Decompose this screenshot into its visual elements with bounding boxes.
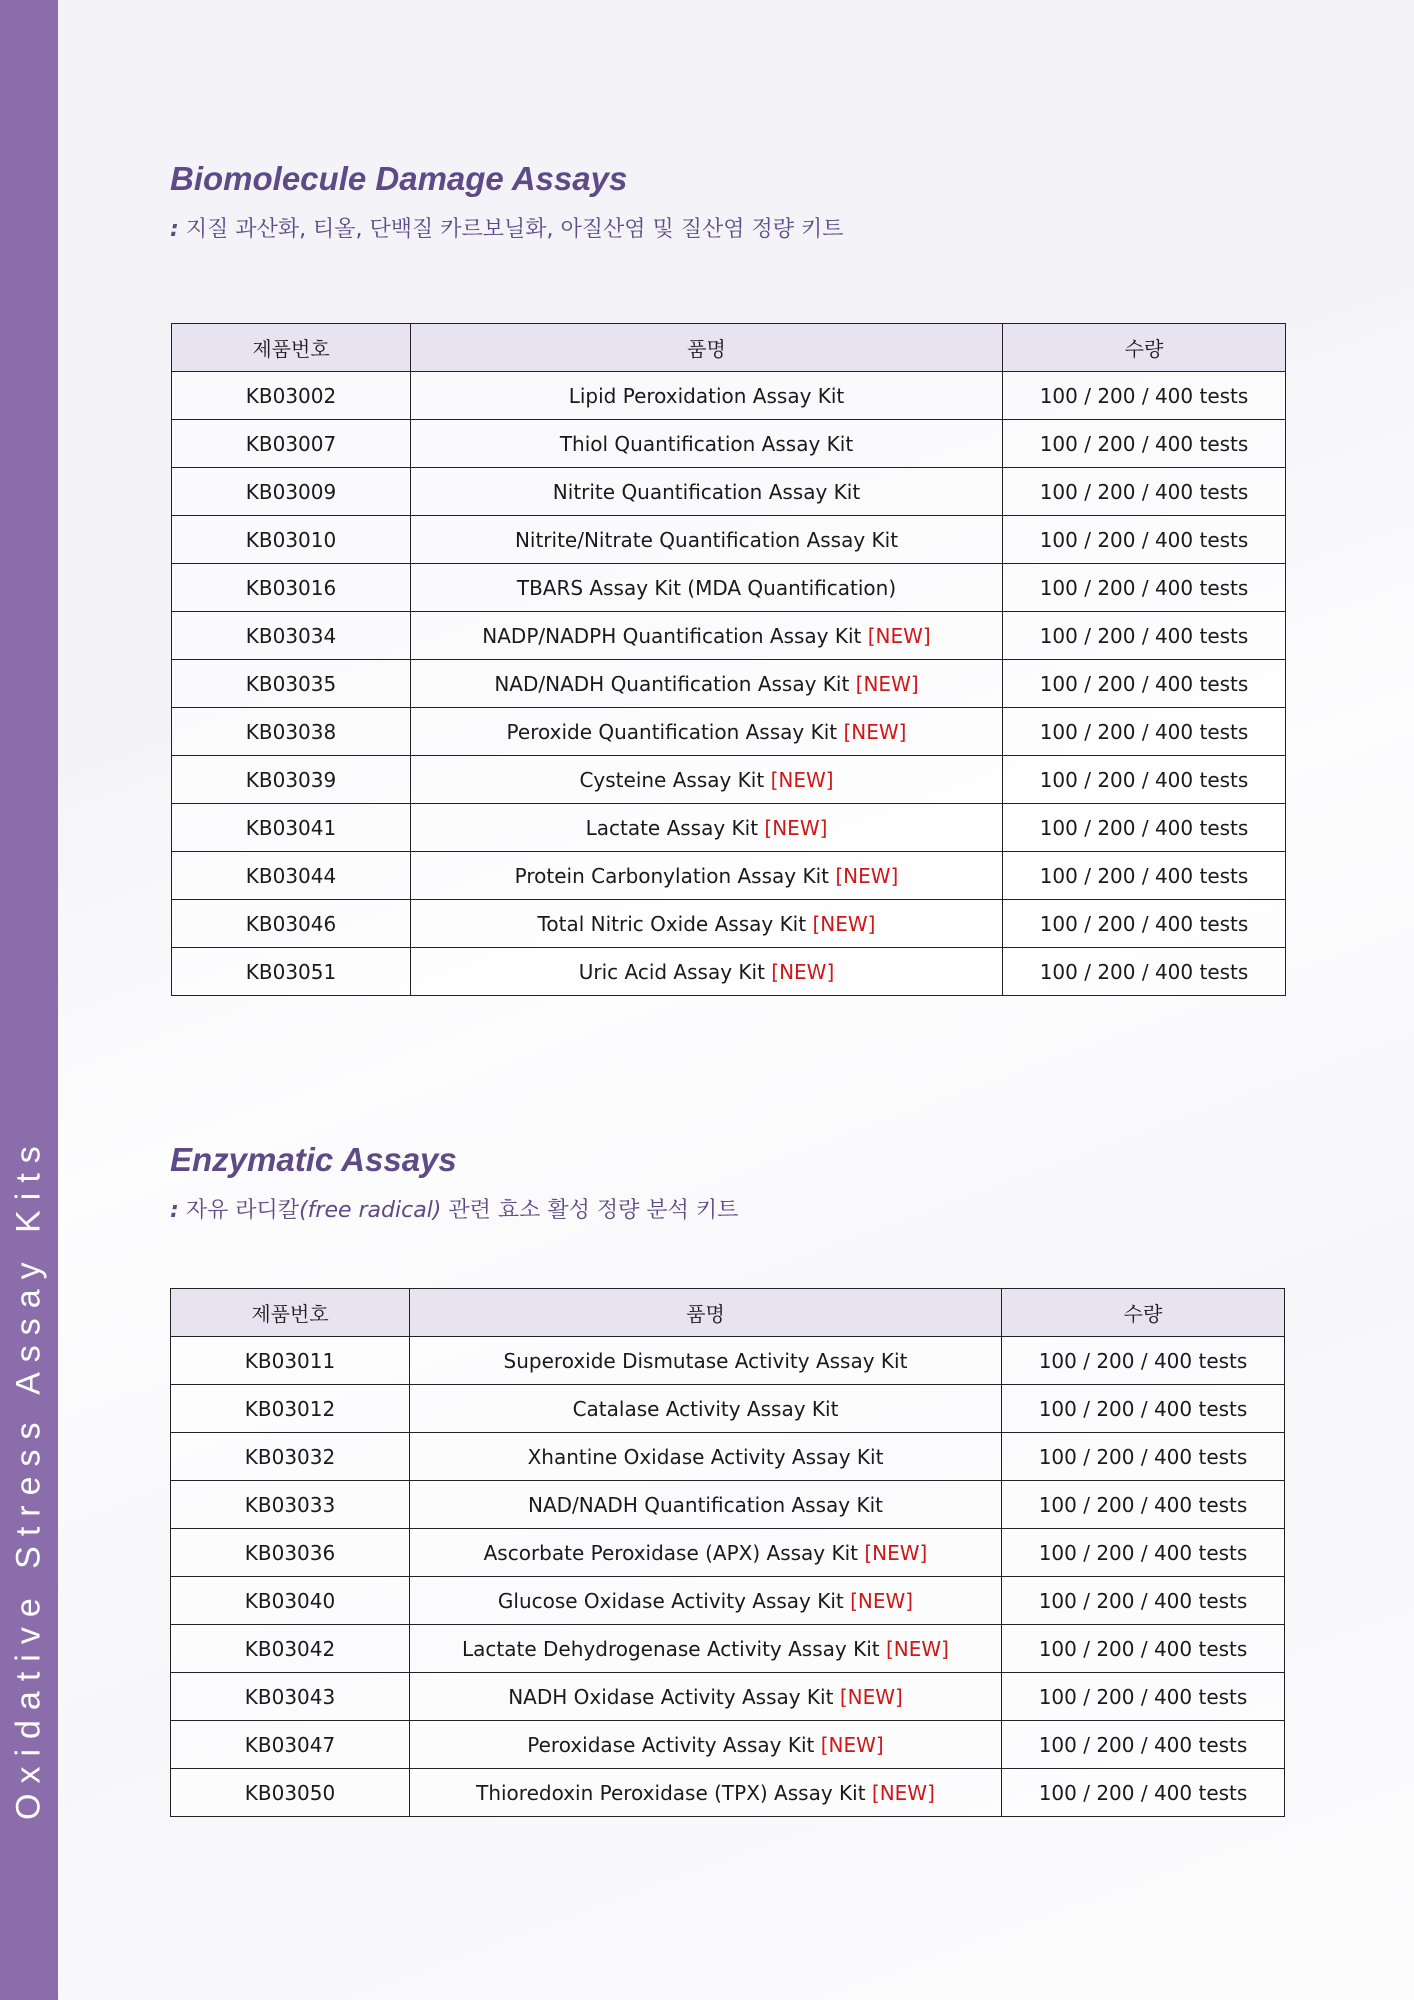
table-row — [171, 1673, 1285, 1721]
product-quantity: 100 / 200 / 400 tests — [1002, 1481, 1285, 1529]
table-row — [172, 900, 1286, 948]
header-qty: 수량 — [1002, 1289, 1285, 1337]
product-name: Catalase Activity Assay Kit — [410, 1385, 1002, 1433]
product-code: KB03043 — [171, 1673, 410, 1721]
product-name: Peroxidase Activity Assay Kit [NEW] — [410, 1721, 1002, 1769]
table-row — [171, 1337, 1285, 1385]
product-quantity: 100 / 200 / 400 tests — [1003, 660, 1286, 708]
new-badge: [NEW] — [871, 1780, 935, 1805]
product-quantity: 100 / 200 / 400 tests — [1002, 1337, 1285, 1385]
table-header-row — [172, 324, 1286, 372]
new-badge: [NEW] — [867, 623, 931, 648]
sidebar-label: Oxidative Stress Assay Kits — [9, 1136, 48, 1820]
product-quantity: 100 / 200 / 400 tests — [1003, 948, 1286, 996]
product-name: NADH Oxidase Activity Assay Kit [NEW] — [410, 1673, 1002, 1721]
sidebar-band — [0, 0, 58, 2000]
product-quantity: 100 / 200 / 400 tests — [1003, 564, 1286, 612]
product-code: KB03012 — [171, 1385, 410, 1433]
product-quantity: 100 / 200 / 400 tests — [1002, 1721, 1285, 1769]
product-code: KB03002 — [172, 372, 411, 420]
new-badge: [NEW] — [885, 1636, 949, 1661]
product-code: KB03038 — [172, 708, 411, 756]
table-header-row — [171, 1289, 1285, 1337]
section-subtitle: : 지질 과산화, 티올, 단백질 카르보닐화, 아질산염 및 질산염 정량 키트 — [170, 217, 844, 242]
product-code: KB03036 — [171, 1529, 410, 1577]
product-code: KB03007 — [172, 420, 411, 468]
header-qty: 수량 — [1003, 324, 1286, 372]
table-row — [171, 1385, 1285, 1433]
biomolecule-kit-table — [171, 323, 1286, 996]
product-quantity: 100 / 200 / 400 tests — [1003, 516, 1286, 564]
product-quantity: 100 / 200 / 400 tests — [1003, 708, 1286, 756]
product-quantity: 100 / 200 / 400 tests — [1002, 1625, 1285, 1673]
new-badge: [NEW] — [812, 911, 876, 936]
product-code: KB03047 — [171, 1721, 410, 1769]
new-badge: [NEW] — [839, 1684, 903, 1709]
product-name: Xhantine Oxidase Activity Assay Kit — [410, 1433, 1002, 1481]
product-code: KB03040 — [171, 1577, 410, 1625]
product-name: Protein Carbonylation Assay Kit [NEW] — [411, 852, 1003, 900]
product-quantity: 100 / 200 / 400 tests — [1002, 1433, 1285, 1481]
product-quantity: 100 / 200 / 400 tests — [1003, 612, 1286, 660]
product-code: KB03041 — [172, 804, 411, 852]
product-code: KB03039 — [172, 756, 411, 804]
product-quantity: 100 / 200 / 400 tests — [1002, 1529, 1285, 1577]
product-quantity: 100 / 200 / 400 tests — [1003, 900, 1286, 948]
table-row — [172, 804, 1286, 852]
table-row — [171, 1625, 1285, 1673]
product-name: NAD/NADH Quantification Assay Kit — [410, 1481, 1002, 1529]
product-name: Nitrite/Nitrate Quantification Assay Kit — [411, 516, 1003, 564]
table-row — [171, 1577, 1285, 1625]
section-title: Biomolecule Damage Assays — [170, 160, 628, 197]
product-code: KB03034 — [172, 612, 411, 660]
product-code: KB03051 — [172, 948, 411, 996]
header-code: 제품번호 — [172, 324, 411, 372]
product-name: Thiol Quantification Assay Kit — [411, 420, 1003, 468]
product-name: Thioredoxin Peroxidase (TPX) Assay Kit [NEW] — [410, 1769, 1002, 1817]
product-code: KB03044 — [172, 852, 411, 900]
new-badge: [NEW] — [820, 1732, 884, 1757]
product-name: Cysteine Assay Kit [NEW] — [411, 756, 1003, 804]
table-row — [172, 756, 1286, 804]
product-code: KB03016 — [172, 564, 411, 612]
table-row — [171, 1481, 1285, 1529]
table-row — [172, 372, 1286, 420]
table-row — [172, 612, 1286, 660]
section-enzymatic — [170, 1141, 738, 1224]
header-code: 제품번호 — [171, 1289, 410, 1337]
product-quantity: 100 / 200 / 400 tests — [1002, 1577, 1285, 1625]
product-code: KB03032 — [171, 1433, 410, 1481]
new-badge: [NEW] — [855, 671, 919, 696]
product-name: NAD/NADH Quantification Assay Kit [NEW] — [411, 660, 1003, 708]
new-badge: [NEW] — [864, 1540, 928, 1565]
product-name: Glucose Oxidase Activity Assay Kit [NEW] — [410, 1577, 1002, 1625]
table-row — [171, 1529, 1285, 1577]
section-title: Enzymatic Assays — [170, 1141, 457, 1178]
product-name: NADP/NADPH Quantification Assay Kit [NEW] — [411, 612, 1003, 660]
product-name: Ascorbate Peroxidase (APX) Assay Kit [NEW] — [410, 1529, 1002, 1577]
product-code: KB03033 — [171, 1481, 410, 1529]
product-name: Superoxide Dismutase Activity Assay Kit — [410, 1337, 1002, 1385]
product-quantity: 100 / 200 / 400 tests — [1002, 1385, 1285, 1433]
table-row — [172, 852, 1286, 900]
product-quantity: 100 / 200 / 400 tests — [1003, 372, 1286, 420]
product-name: TBARS Assay Kit (MDA Quantification) — [411, 564, 1003, 612]
product-code: KB03011 — [171, 1337, 410, 1385]
table-row — [171, 1769, 1285, 1817]
new-badge: [NEW] — [843, 719, 907, 744]
product-name: Lipid Peroxidation Assay Kit — [411, 372, 1003, 420]
new-badge: [NEW] — [771, 959, 835, 984]
table-row — [172, 420, 1286, 468]
table-row — [172, 948, 1286, 996]
product-quantity: 100 / 200 / 400 tests — [1002, 1673, 1285, 1721]
enzymatic-kit-table — [170, 1288, 1285, 1817]
product-quantity: 100 / 200 / 400 tests — [1003, 756, 1286, 804]
product-quantity: 100 / 200 / 400 tests — [1002, 1769, 1285, 1817]
product-quantity: 100 / 200 / 400 tests — [1003, 852, 1286, 900]
table-row — [171, 1721, 1285, 1769]
product-name: Uric Acid Assay Kit [NEW] — [411, 948, 1003, 996]
product-code: KB03050 — [171, 1769, 410, 1817]
product-quantity: 100 / 200 / 400 tests — [1003, 804, 1286, 852]
product-code: KB03042 — [171, 1625, 410, 1673]
table-row — [172, 660, 1286, 708]
product-quantity: 100 / 200 / 400 tests — [1003, 420, 1286, 468]
table-row — [172, 564, 1286, 612]
new-badge: [NEW] — [850, 1588, 914, 1613]
table-row — [172, 468, 1286, 516]
product-code: KB03010 — [172, 516, 411, 564]
new-badge: [NEW] — [835, 863, 899, 888]
new-badge: [NEW] — [764, 815, 828, 840]
product-code: KB03009 — [172, 468, 411, 516]
product-name: Lactate Dehydrogenase Activity Assay Kit [NEW] — [410, 1625, 1002, 1673]
section-biomolecule-damage — [170, 160, 844, 243]
new-badge: [NEW] — [770, 767, 834, 792]
table-row — [172, 708, 1286, 756]
product-name: Peroxide Quantification Assay Kit [NEW] — [411, 708, 1003, 756]
product-quantity: 100 / 200 / 400 tests — [1003, 468, 1286, 516]
header-name: 품명 — [410, 1289, 1002, 1337]
product-code: KB03046 — [172, 900, 411, 948]
table-row — [171, 1433, 1285, 1481]
header-name: 품명 — [411, 324, 1003, 372]
product-name: Total Nitric Oxide Assay Kit [NEW] — [411, 900, 1003, 948]
product-name: Nitrite Quantification Assay Kit — [411, 468, 1003, 516]
product-code: KB03035 — [172, 660, 411, 708]
product-name: Lactate Assay Kit [NEW] — [411, 804, 1003, 852]
section-subtitle: : 자유 라디칼(free radical) 관련 효소 활성 정량 분석 키트 — [170, 1198, 739, 1223]
table-row — [172, 516, 1286, 564]
